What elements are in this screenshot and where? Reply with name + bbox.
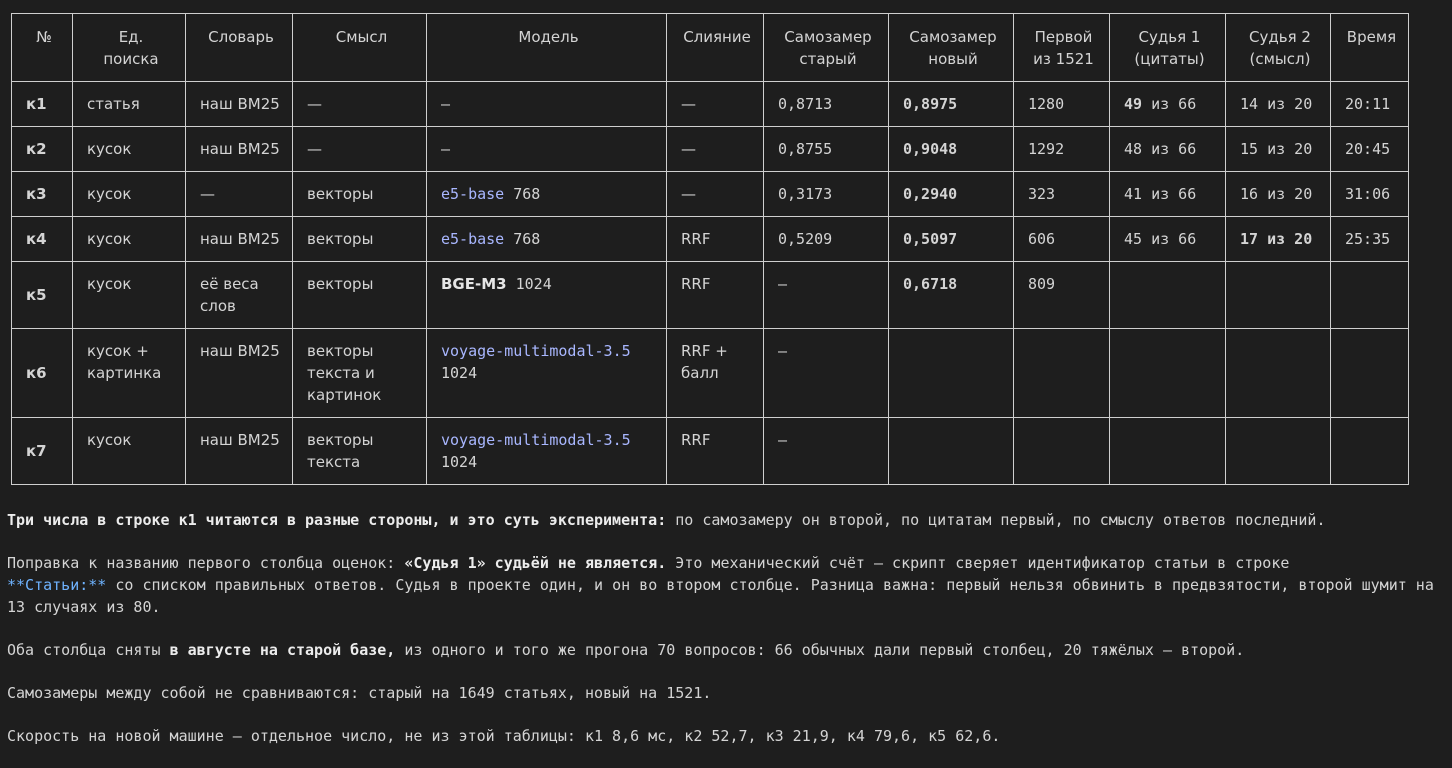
cell-judge2 bbox=[1226, 217, 1331, 262]
notes bbox=[7, 509, 1447, 768]
cell-judge2 bbox=[1226, 418, 1331, 485]
cell-model bbox=[427, 82, 667, 127]
results-table bbox=[11, 13, 1409, 485]
header-dict: Словарь bbox=[186, 14, 293, 82]
model-dim: 768 bbox=[504, 185, 541, 203]
row-id: к3 bbox=[12, 172, 73, 217]
cell-dict: — bbox=[186, 172, 293, 217]
row-id: к5 bbox=[12, 262, 73, 329]
header-judge2: Судья 2 (смысл) bbox=[1226, 14, 1331, 82]
note-3-bold: в августе на старой базе, bbox=[169, 641, 396, 659]
cell-first: 1292 bbox=[1014, 127, 1110, 172]
note-4: Самозамеры между собой не сравниваются: старый на 1649 статьях, новый на 1521. bbox=[7, 684, 712, 702]
cell-sense: векторы bbox=[293, 217, 427, 262]
note-3-text-a: Оба столбца сняты bbox=[7, 641, 170, 659]
cell-model bbox=[427, 127, 667, 172]
cell-sense: — bbox=[293, 82, 427, 127]
note-2-text-a: Поправка к названию первого столбца оценок: bbox=[7, 554, 405, 572]
note-1-bold: Три числа в строке к1 читаются в разные стороны, и это суть эксперимента: bbox=[7, 511, 667, 529]
table-row bbox=[12, 82, 1409, 127]
model-name: e5-base bbox=[441, 230, 505, 248]
cell-dict: её веса слов bbox=[186, 262, 293, 329]
cell-judge2 bbox=[1226, 329, 1331, 418]
header-time: Время bbox=[1331, 14, 1409, 82]
cell-fusion: — bbox=[667, 82, 764, 127]
note-3-text-b: из одного и того же прогона 70 вопросов: 66 обычных дали первый столбец, 20 тяжёлых — второй. bbox=[395, 641, 1245, 659]
cell-self-new: 0,6718 bbox=[889, 262, 1014, 329]
judge-value: 41 из 66 bbox=[1124, 185, 1197, 203]
cell-self-old: 0,5209 bbox=[764, 217, 889, 262]
cell-model bbox=[427, 329, 667, 418]
header-judge1: Судья 1 (цитаты) bbox=[1110, 14, 1226, 82]
cell-sense: векторы bbox=[293, 262, 427, 329]
cell-dict: наш BM25 bbox=[186, 82, 293, 127]
header-self-old: Самозамер старый bbox=[764, 14, 889, 82]
cell-model bbox=[427, 172, 667, 217]
judge-bold-value: 17 из 20 bbox=[1240, 230, 1313, 248]
cell-fusion: — bbox=[667, 172, 764, 217]
cell-first bbox=[1014, 418, 1110, 485]
note-2-blue: **Статьи:** bbox=[7, 576, 107, 594]
cell-self-new bbox=[889, 329, 1014, 418]
note-5: Скорость на новой машине — отдельное число, не из этой таблицы: к1 8,6 мс, к2 52,7, к3 21,9, к4 79,6, к5 62,6. bbox=[7, 727, 1001, 745]
cell-first: 323 bbox=[1014, 172, 1110, 217]
row-id: к2 bbox=[12, 127, 73, 172]
cell-self-old: — bbox=[764, 418, 889, 485]
cell-unit: статья bbox=[73, 82, 186, 127]
judge-value: 16 из 20 bbox=[1240, 185, 1313, 203]
cell-judge1 bbox=[1110, 329, 1226, 418]
cell-time: 20:45 bbox=[1331, 127, 1409, 172]
header-num: № bbox=[12, 14, 73, 82]
cell-dict: наш BM25 bbox=[186, 329, 293, 418]
judge-bold-value: 49 bbox=[1124, 95, 1143, 113]
cell-self-new: 0,9048 bbox=[889, 127, 1014, 172]
cell-model bbox=[427, 418, 667, 485]
cell-self-old: 0,8755 bbox=[764, 127, 889, 172]
cell-unit: кусок + картинка bbox=[73, 329, 186, 418]
cell-fusion: — bbox=[667, 127, 764, 172]
cell-unit: кусок bbox=[73, 172, 186, 217]
cell-self-new: 0,5097 bbox=[889, 217, 1014, 262]
cell-time bbox=[1331, 262, 1409, 329]
header-model: Модель bbox=[427, 14, 667, 82]
cell-sense: векторы текста bbox=[293, 418, 427, 485]
row-id: к7 bbox=[12, 418, 73, 485]
cell-self-old: 0,8713 bbox=[764, 82, 889, 127]
cell-dict: наш BM25 bbox=[186, 127, 293, 172]
cell-fusion: RRF bbox=[667, 418, 764, 485]
cell-model bbox=[427, 217, 667, 262]
header-unit: Ед. поиска bbox=[73, 14, 186, 82]
cell-judge1 bbox=[1110, 418, 1226, 485]
cell-sense: векторы текста и картинок bbox=[293, 329, 427, 418]
row-id: к4 bbox=[12, 217, 73, 262]
cell-fusion: RRF bbox=[667, 217, 764, 262]
judge-value: из 66 bbox=[1142, 95, 1197, 113]
cell-judge1 bbox=[1110, 172, 1226, 217]
cell-time: 25:35 bbox=[1331, 217, 1409, 262]
header-first: Первой из 1521 bbox=[1014, 14, 1110, 82]
cell-first: 1280 bbox=[1014, 82, 1110, 127]
cell-self-new: 0,2940 bbox=[889, 172, 1014, 217]
cell-time: 31:06 bbox=[1331, 172, 1409, 217]
judge-value: 45 из 66 bbox=[1124, 230, 1197, 248]
model-dim: 1024 bbox=[441, 364, 478, 382]
cell-unit: кусок bbox=[73, 127, 186, 172]
model-name: — bbox=[441, 140, 451, 158]
cell-fusion: RRF + балл bbox=[667, 329, 764, 418]
note-3 bbox=[7, 639, 1447, 661]
cell-dict: наш BM25 bbox=[186, 418, 293, 485]
cell-time bbox=[1331, 329, 1409, 418]
cell-judge1 bbox=[1110, 82, 1226, 127]
note-2 bbox=[7, 552, 1447, 618]
cell-sense: — bbox=[293, 127, 427, 172]
table-row bbox=[12, 418, 1409, 485]
model-dim: 1024 bbox=[441, 453, 478, 471]
table-row bbox=[12, 172, 1409, 217]
cell-unit: кусок bbox=[73, 217, 186, 262]
cell-dict: наш BM25 bbox=[186, 217, 293, 262]
cell-self-new: 0,8975 bbox=[889, 82, 1014, 127]
cell-judge2 bbox=[1226, 262, 1331, 329]
cell-self-old: 0,3173 bbox=[764, 172, 889, 217]
model-name: voyage-multimodal-3.5 bbox=[441, 342, 631, 360]
table-row bbox=[12, 127, 1409, 172]
judge-value: 14 из 20 bbox=[1240, 95, 1313, 113]
row-id: к6 bbox=[12, 329, 73, 418]
note-2-text-c: со списком правильных ответов. Судья в проекте один, и он во втором столбце. Разница важна: первый нельзя обвинить в предвзятости, второй шумит на 13 случаях из 80. bbox=[7, 576, 1434, 616]
note-1-text: по самозамеру он второй, по цитатам первый, по смыслу ответов последний. bbox=[666, 511, 1326, 529]
cell-model bbox=[427, 262, 667, 329]
cell-sense: векторы bbox=[293, 172, 427, 217]
table-row bbox=[12, 217, 1409, 262]
cell-judge2 bbox=[1226, 82, 1331, 127]
model-name: voyage-multimodal-3.5 bbox=[441, 431, 631, 449]
judge-value: 15 из 20 bbox=[1240, 140, 1313, 158]
cell-self-new bbox=[889, 418, 1014, 485]
table-row bbox=[12, 329, 1409, 418]
model-name: e5-base bbox=[441, 185, 505, 203]
model-name: — bbox=[441, 95, 451, 113]
header-self-new: Самозамер новый bbox=[889, 14, 1014, 82]
model-dim: 768 bbox=[504, 230, 541, 248]
row-id: к1 bbox=[12, 82, 73, 127]
cell-judge1 bbox=[1110, 127, 1226, 172]
note-2-bold: «Судья 1» судьёй не является. bbox=[404, 554, 667, 572]
cell-unit: кусок bbox=[73, 418, 186, 485]
cell-time: 20:11 bbox=[1331, 82, 1409, 127]
cell-time bbox=[1331, 418, 1409, 485]
model-dim: 1024 bbox=[506, 275, 552, 293]
cell-judge1 bbox=[1110, 262, 1226, 329]
cell-first bbox=[1014, 329, 1110, 418]
header-sense: Смысл bbox=[293, 14, 427, 82]
cell-self-old: — bbox=[764, 329, 889, 418]
judge-value: 48 из 66 bbox=[1124, 140, 1197, 158]
table-row bbox=[12, 262, 1409, 329]
cell-first: 606 bbox=[1014, 217, 1110, 262]
header-fusion: Слияние bbox=[667, 14, 764, 82]
cell-fusion: RRF bbox=[667, 262, 764, 329]
cell-first: 809 bbox=[1014, 262, 1110, 329]
cell-judge1 bbox=[1110, 217, 1226, 262]
table-header-row bbox=[12, 14, 1409, 82]
note-2-text-b: Это механический счёт — скрипт сверяет идентификатор статьи в строке bbox=[666, 554, 1290, 572]
note-1 bbox=[7, 509, 1447, 531]
cell-unit: кусок bbox=[73, 262, 186, 329]
model-name: BGE-M3 bbox=[441, 275, 507, 293]
cell-judge2 bbox=[1226, 127, 1331, 172]
cell-self-old: — bbox=[764, 262, 889, 329]
cell-judge2 bbox=[1226, 172, 1331, 217]
